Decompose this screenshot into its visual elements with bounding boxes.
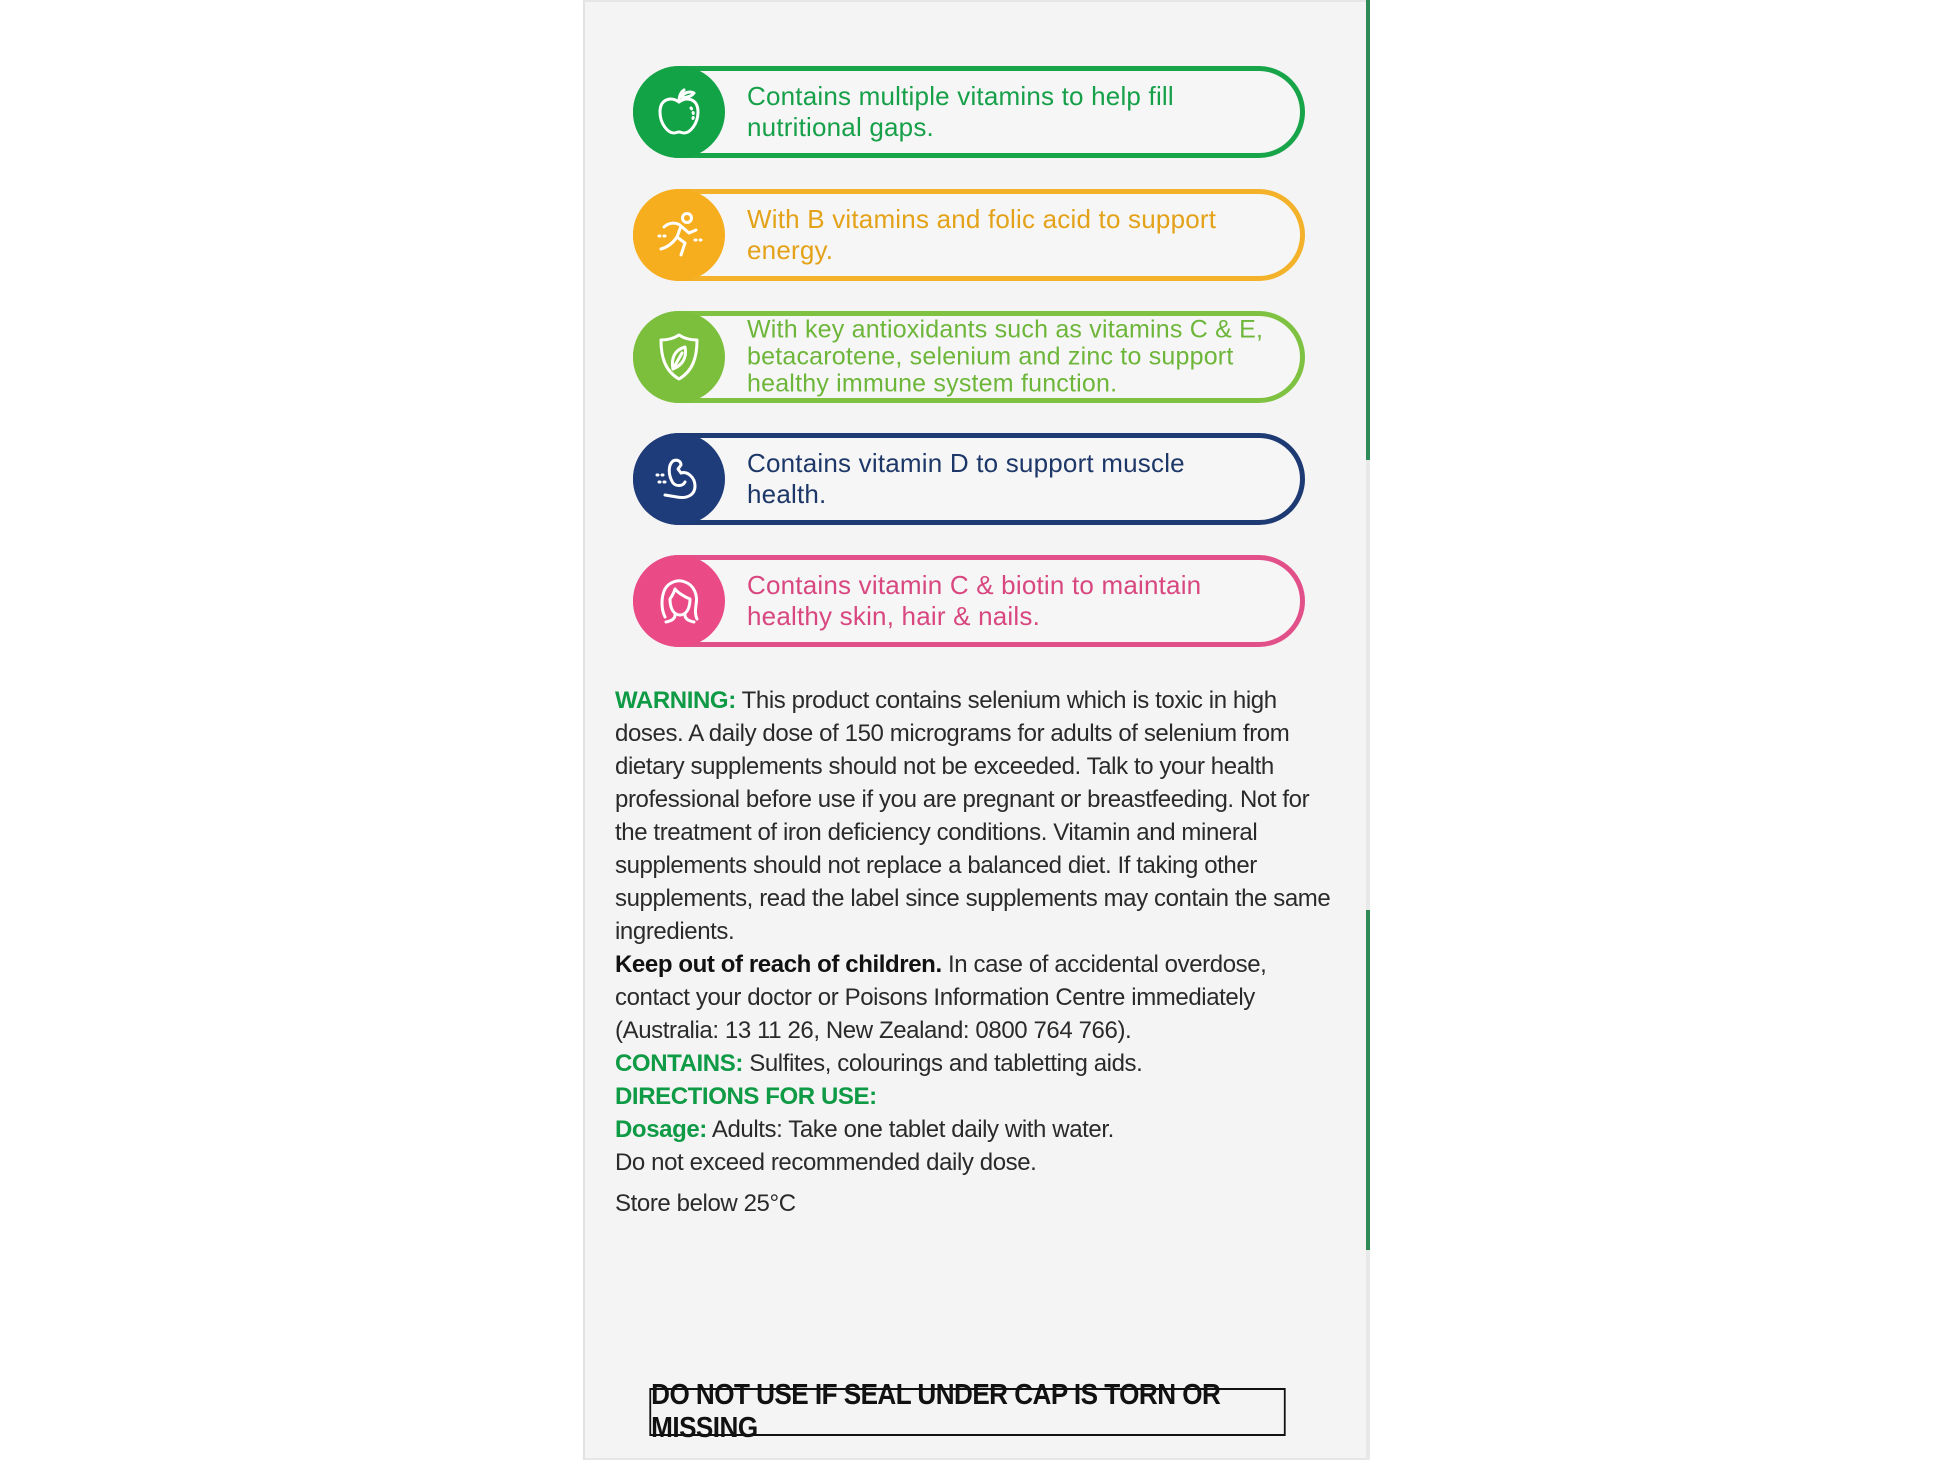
- dosage-paragraph: [615, 1113, 1335, 1146]
- dose-limit-text: Do not exceed recommended daily dose.: [615, 1149, 1037, 1176]
- directions-heading: DIRECTIONS FOR USE:: [615, 1083, 877, 1110]
- apple-icon: [633, 66, 725, 158]
- benefit-text: Contains multiple vitamins to help fill nutritional gaps.: [747, 81, 1174, 142]
- storage-text: Store below 25°C: [615, 1190, 796, 1217]
- benefit-text: With key antioxidants such as vitamins C & E, betacarotene, selenium and zinc to support healthy immune system function.: [747, 315, 1264, 398]
- contains-label: CONTAINS:: [615, 1050, 743, 1077]
- benefit-text: Contains vitamin C & biotin to maintain healthy skin, hair & nails.: [747, 570, 1202, 631]
- children-text: In case of accidental overdose, contact your doctor or Poisons Information Centre immediately (Australia: 13 11 26, New Zealand: 0800 764 766).: [615, 951, 1267, 1044]
- warning-label: WARNING:: [615, 687, 736, 714]
- benefit-energy: [633, 189, 1305, 281]
- benefit-text: With B vitamins and folic acid to support energy.: [747, 204, 1217, 265]
- dosage-text: Adults: Take one tablet daily with water.: [706, 1116, 1114, 1143]
- dosage-label: Dosage:: [615, 1116, 707, 1143]
- children-paragraph: [615, 948, 1335, 1047]
- benefit-skin-hair-nails: [633, 555, 1305, 647]
- shield-leaf-icon: [633, 311, 725, 403]
- contains-paragraph: [615, 1047, 1335, 1080]
- benefit-text: Contains vitamin D to support muscle health.: [747, 448, 1185, 509]
- warning-paragraph: [615, 684, 1335, 948]
- woman-face-icon: [633, 555, 725, 647]
- warning-text: This product contains selenium which is toxic in high doses. A daily dose of 150 micrograms for adults of selenium from dietary supplements should not be exceeded. Talk to your health professional before use if you are pregnant or breastfeeding. Not for the treatment of iron deficiency conditions. Vitamin and mineral supplements should not replace a balanced diet. If taking other supplements, read the label since supplements may contain the same ingredients.: [615, 687, 1331, 945]
- contains-text: Sulfites, colourings and tabletting aids.: [742, 1050, 1143, 1077]
- benefit-multivitamin: [633, 66, 1305, 158]
- benefit-immune: [633, 311, 1305, 403]
- children-label: Keep out of reach of children.: [615, 951, 942, 978]
- running-person-icon: [633, 189, 725, 281]
- label-copy: [615, 684, 1335, 1220]
- flexed-arm-icon: [633, 433, 725, 525]
- benefit-muscle: [633, 433, 1305, 525]
- seal-notice-box: DO NOT USE IF SEAL UNDER CAP IS TORN OR MISSING: [649, 1388, 1285, 1436]
- box-edge-strip: [1366, 0, 1370, 1460]
